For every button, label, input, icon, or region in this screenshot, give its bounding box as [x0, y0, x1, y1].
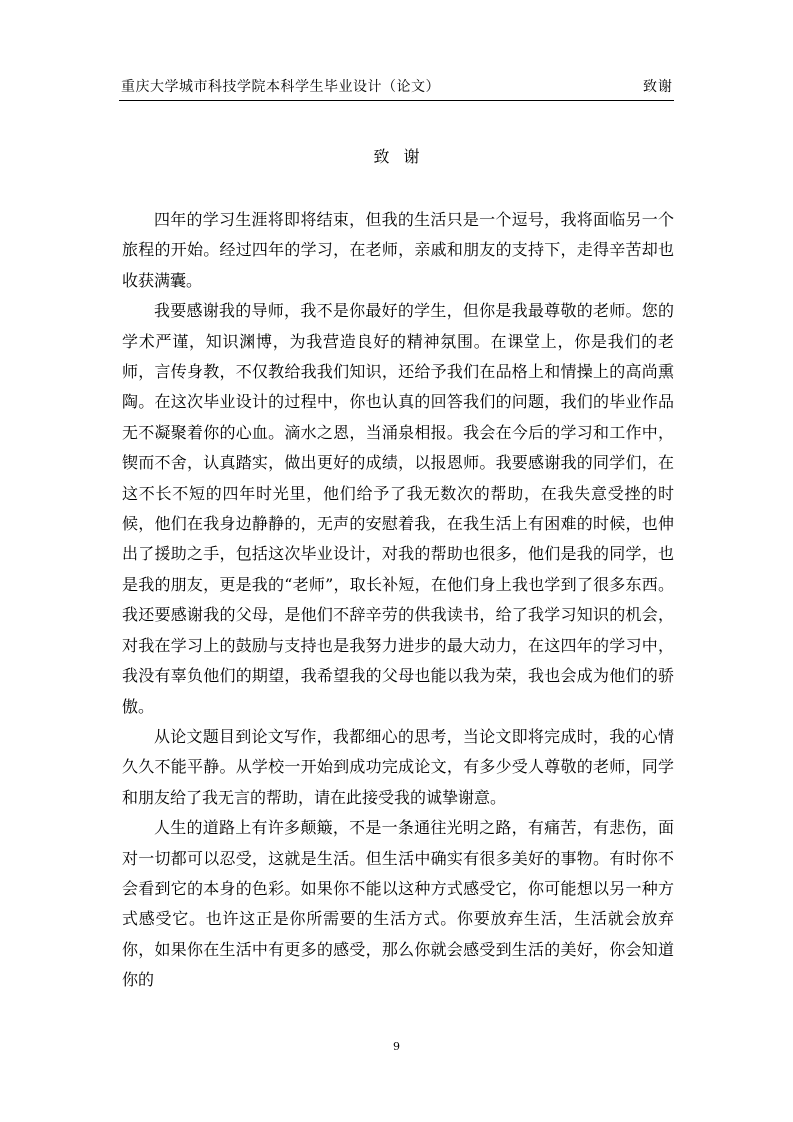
- section-title: 致谢: [373, 147, 434, 166]
- body-text: [122, 205, 674, 996]
- running-header-title: 重庆大学城市科技学院本科学生毕业设计（论文）: [121, 79, 440, 95]
- paragraph: 从论文题目到论文写作，我都细心的思考，当论文即将完成时，我的心情久久不能平静。从学校一开始到成功完成论文，有多少受人尊敬的老师，同学和朋友给了我无言的帮助，请在此接受我的诚挚谢意。: [122, 726, 674, 807]
- paragraph: 我要感谢我的导师，我不是你最好的学生，但你是我最尊敬的老师。您的学术严谨，知识渊博，为我营造良好的精神氛围。在课堂上，你是我们的老师，言传身教，不仅教给我我们知识，还给予我们在品格上和情操上的高尚熏陶。在这次毕业设计的过程中，你也认真的回答我们的问题，我们的毕业作品无不凝聚着你的心血。滴水之恩，当涌泉相报。我会在今后的学习和工作中，锲而不舍，认真踏实，做出更好的成绩，以报恩师。我要感谢我的同学们，在这不长不短的四年时光里，他们给予了我无数次的帮助，在我失意受挫的时候，他们在我身边静静的，无声的安慰着我，在我生活上有困难的时候，也伸出了援助之手，包括这次毕业设计，对我的帮助也很多，他们是我的同学，也是我的朋友，更是我的“老师”，取长补短，在他们身上我也学到了很多东西。我还要感谢我的父母，是他们不辞辛劳的供我读书，给了我学习知识的机会，对我在学习上的鼓励与支持也是我努力进步的最大动力，在这四年的学习中，我没有辜负他们的期望，我希望我的父母也能以我为荣，我也会成为他们的骄傲。: [122, 301, 674, 716]
- page-number: 9: [393, 1040, 400, 1053]
- header-divider: [119, 100, 674, 101]
- paragraph: 四年的学习生涯将即将结束，但我的生活只是一个逗号，我将面临另一个旅程的开始。经过四年的学习，在老师，亲戚和朋友的支持下，走得辛苦却也收获满囊。: [122, 210, 674, 290]
- running-header-section: 致谢: [643, 79, 673, 95]
- paragraph: 人生的道路上有许多颠簸，不是一条通往光明之路，有痛苦，有悲伤，面对一切都可以忍受，这就是生活。但生活中确实有很多美好的事物。有时你不会看到它的本身的色彩。如果你不能以这种方式感受它，你可能想以另一种方式感受它。也许这正是你所需要的生活方式。你要放弃生活，生活就会放弃你，如果你在生活中有更多的感受，那么你就会感受到生活的美好，你会知道你的: [122, 818, 674, 990]
